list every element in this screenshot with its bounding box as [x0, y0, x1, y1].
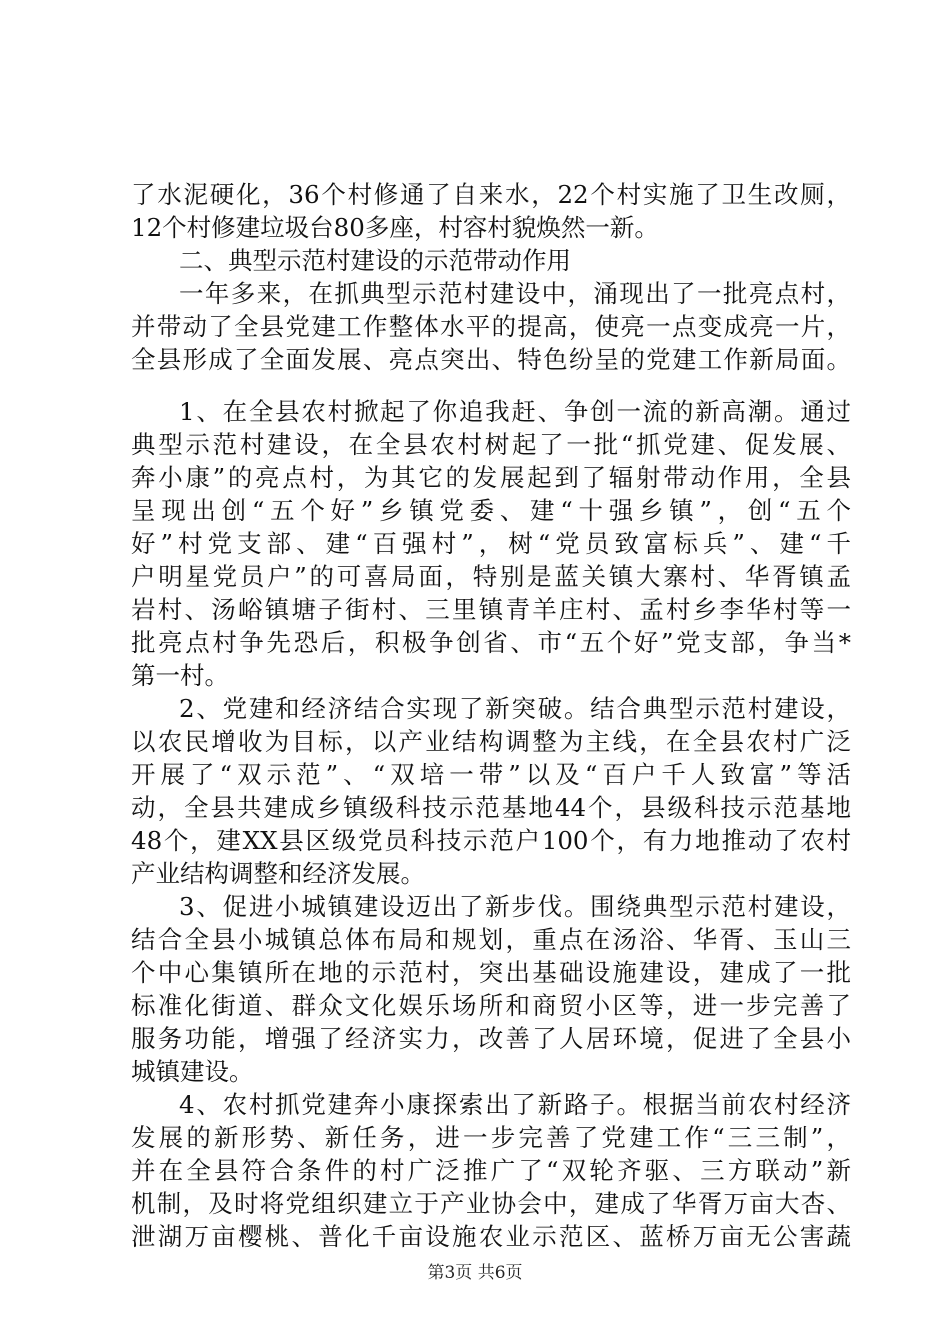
body-text-line: 泄湖万亩樱桃、普化千亩设施农业示范区、蓝桥万亩无公害蔬 [131, 1222, 851, 1251]
body-text-line: 开展了“双示范”、“双培一带”以及“百户千人致富”等活 [131, 760, 851, 789]
body-text-line: 批亮点村争先恐后，积极争创省、市“五个好”党支部，争当* [131, 628, 851, 657]
body-text-line: 以农民增收为目标，以产业结构调整为主线，在全县农村广泛 [131, 727, 851, 756]
body-text-line: 12个村修建垃圾台80多座，村容村貌焕然一新。 [131, 213, 659, 242]
body-text-line: 全县形成了全面发展、亮点突出、特色纷呈的党建工作新局面。 [131, 345, 851, 374]
section-heading: 二、典型示范村建设的示范带动作用 [179, 246, 571, 275]
page-number-footer: 第3页 共6页 [427, 1263, 523, 1283]
body-text-line: 3、促进小城镇建设迈出了新步伐。围绕典型示范村建设， [179, 892, 851, 921]
body-text-line: 呈现出创“五个好”乡镇党委、建“十强乡镇”，创“五个 [131, 496, 851, 525]
body-text-line: 并在全县符合条件的村广泛推广了“双轮齐驱、三方联动”新 [131, 1156, 851, 1185]
body-text-line: 产业结构调整和经济发展。 [131, 859, 425, 888]
body-text-line: 户明星党员户”的可喜局面，特别是蓝关镇大寨村、华胥镇孟 [131, 562, 851, 591]
body-text-line: 动，全县共建成乡镇级科技示范基地44个，县级科技示范基地 [131, 793, 851, 822]
body-text-line: 2、党建和经济结合实现了新突破。结合典型示范村建设， [179, 694, 851, 723]
body-text-line: 标准化街道、群众文化娱乐场所和商贸小区等，进一步完善了 [131, 991, 851, 1020]
body-text-line: 典型示范村建设，在全县农村树起了一批“抓党建、促发展、 [131, 430, 851, 459]
body-text-line: 奔小康”的亮点村，为其它的发展起到了辐射带动作用，全县 [131, 463, 851, 492]
body-text-line: 并带动了全县党建工作整体水平的提高，使亮一点变成亮一片， [131, 312, 851, 341]
body-text-line: 一年多来，在抓典型示范村建设中，涌现出了一批亮点村， [179, 279, 851, 308]
body-text-line: 了水泥硬化，36个村修通了自来水，22个村实施了卫生改厕， [131, 180, 851, 209]
body-text-line: 48个，建XX县区级党员科技示范户100个，有力地推动了农村 [131, 826, 851, 855]
body-text-line: 结合全县小城镇总体布局和规划，重点在汤浴、华胥、玉山三 [131, 925, 851, 954]
body-text-line: 1、在全县农村掀起了你追我赶、争创一流的新高潮。通过 [179, 397, 851, 426]
body-text-line: 发展的新形势、新任务，进一步完善了党建工作“三三制”， [131, 1123, 851, 1152]
body-text-line: 服务功能，增强了经济实力，改善了人居环境，促进了全县小 [131, 1024, 851, 1053]
body-text-line: 岩村、汤峪镇塘子街村、三里镇青羊庄村、孟村乡李华村等一 [131, 595, 851, 624]
body-text-line: 4、农村抓党建奔小康探索出了新路子。根据当前农村经济 [179, 1090, 851, 1119]
body-text-line: 机制，及时将党组织建立于产业协会中，建成了华胥万亩大杏、 [131, 1189, 851, 1218]
body-text-line: 第一村。 [131, 661, 229, 690]
body-text-line: 好”村党支部、建“百强村”，树“党员致富标兵”、建“千 [131, 529, 851, 558]
body-text-line: 个中心集镇所在地的示范村，突出基础设施建设，建成了一批 [131, 958, 851, 987]
body-text-line: 城镇建设。 [131, 1057, 254, 1086]
